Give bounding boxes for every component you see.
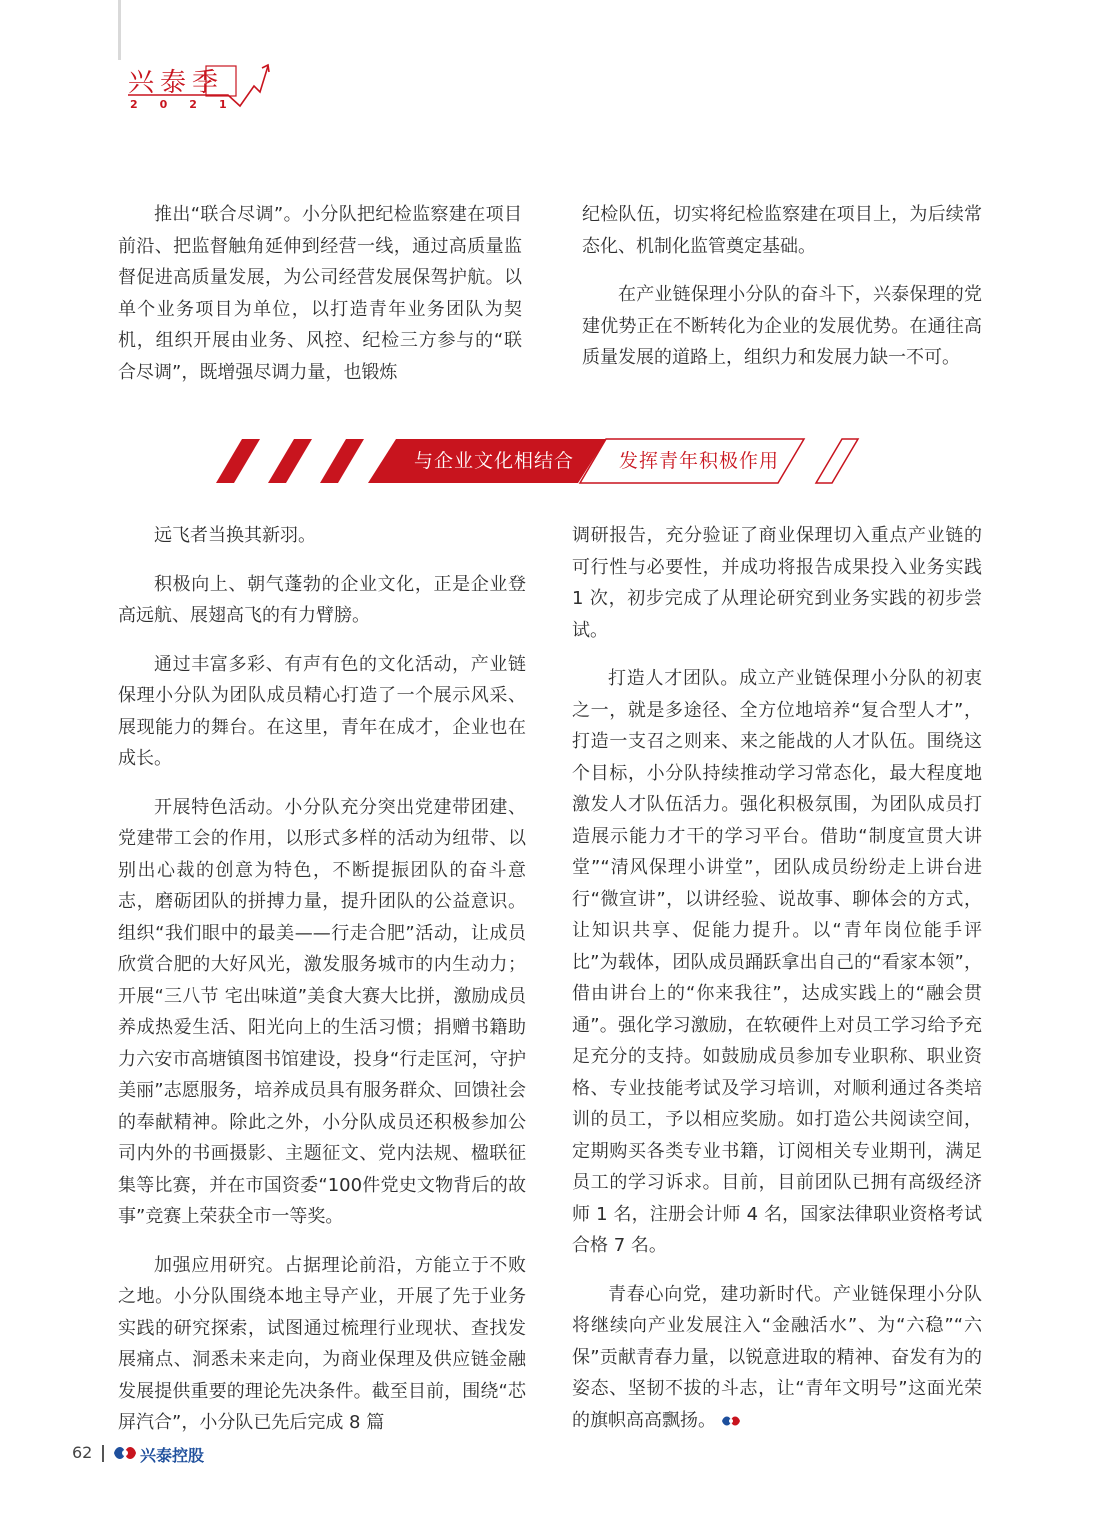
logo-rising-line-icon [128, 62, 278, 122]
paragraph: 推出“联合尽调”。小分队把纪检监察建在项目前沿、把监督触角延伸到经营一线，通过高质量监督促进高质量发展，为公司经营发展保驾护航。以单个业务项目为单位，以打造青年业务团队为契机，组织开展由业务、风控、纪检三方参与的“联合尽调”，既增强尽调力量，也锻炼 [118, 204, 522, 383]
paragraph-text: 青春心向党，建功新时代。产业链保理小分队将继续向产业发展注入“金融活水”、为“六稳”“六保”贡献青春力量，以锐意进取的精神、奋发有为的姿态、坚韧不拔的斗志，让“青年文明号”这面光荣的旗帜高高飘扬。 [572, 1283, 982, 1431]
end-of-article-icon [720, 1414, 742, 1428]
text-column-top-left [118, 199, 522, 388]
paragraph: 在产业链保理小分队的奋斗下，兴泰保理的党建优势正在不断转化为企业的发展优势。在通往高质量发展的道路上，组织力和发展力缺一不可。 [582, 284, 982, 368]
logo-title: 兴泰季 [128, 68, 225, 98]
paragraph: 调研报告，充分验证了商业保理切入重点产业链的可行性与必要性，并成功将报告成果投入业务实践 1 次，初步完成了从理论研究到业务实践的初步尝试。 [572, 525, 982, 641]
paragraph: 开展特色活动。小分队充分突出党建带团建、党建带工会的作用，以形式多样的活动为纽带、以别出心裁的创意为特色，不断提振团队的奋斗意志，磨砺团队的拼搏力量，提升团队的公益意识。组织“我们眼中的最美——行走合肥”活动，让成员欣赏合肥的大好风光，激发服务城市的内生动力；开展“三八节 宅出味道”美食大赛大比拼，激励成员养成热爱生活、阳光向上的生活习惯；捐赠书籍助力六安市高塘镇图书馆建设，投身“行走匡河，守护美丽”志愿服务，培养成员具有服务群众、回馈社会的奉献精神。除此之外，小分队成员还积极参加公司内外的书画摄影、主题征文、党内法规、楹联征集等比赛，并在市国资委“100件党史文物背后的故事”竞赛上荣获全市一等奖。 [118, 796, 526, 1227]
paragraph: 通过丰富多彩、有声有色的文化活动，产业链保理小分队为团队成员精心打造了一个展示风采、展现能力的舞台。在这里，青年在成才，企业也在成长。 [118, 653, 526, 769]
text-column-bottom-left [118, 520, 526, 1439]
paragraph: 积极向上、朝气蓬勃的企业文化，正是企业登高远航、展翅高飞的有力臂膀。 [118, 573, 526, 626]
banner-label-culture: 与企业文化相结合 [413, 450, 574, 472]
paragraph: 远飞者当换其新羽。 [154, 525, 316, 546]
footer-divider [102, 1445, 104, 1462]
company-logo-icon [112, 1442, 138, 1464]
paragraph-closing [572, 1279, 982, 1437]
logo-year: 2021 [130, 98, 249, 111]
paragraph: 纪检队伍，切实将纪检监察建在项目上，为后续常态化、机制化监管奠定基础。 [582, 204, 982, 257]
banner-label-youth: 发挥青年积极作用 [618, 450, 779, 472]
text-column-bottom-right [572, 520, 982, 1436]
paragraph: 加强应用研究。占据理论前沿，方能立于不败之地。小分队围绕本地主导产业，开展了先于业务实践的研究探索，试图通过梳理行业现状、查找发展痛点、洞悉未来走向，为商业保理及供应链金融发展提供重要的理论先决条件。截至目前，围绕“芯屏汽合”，小分队已先后完成 8 篇 [118, 1254, 526, 1433]
text-column-top-right [582, 199, 982, 374]
page-number: 62 [72, 1443, 93, 1462]
top-margin-rule [118, 0, 121, 60]
section-banner [214, 433, 864, 487]
paragraph: 打造人才团队。成立产业链保理小分队的初衷之一，就是多途径、全方位地培养“复合型人才”，打造一支召之则来、来之能战的人才队伍。围绕这个目标，小分队持续推动学习常态化，最大程度地激发人才队伍活力。强化积极氛围，为团队成员打造展示能力才干的学习平台。借助“制度宣贯大讲堂”“清风保理小讲堂”，团队成员纷纷走上讲台进行“微宣讲”，以讲经验、说故事、聊体会的方式，让知识共享、促能力提升。以“青年岗位能手评比”为载体，团队成员踊跃拿出自己的“看家本领”，借由讲台上的“你来我往”，达成实践上的“融会贯通”。强化学习激励，在软硬件上对员工学习给予充足充分的支持。如鼓励成员参加专业职称、职业资格、专业技能考试及学习培训，对顺利通过各类培训的员工，予以相应奖励。如打造公共阅读空间，定期购买各类专业书籍，订阅相关专业期刊，满足员工的学习诉求。目前，目前团队已拥有高级经济师 1 名，注册会计师 4 名，国家法律职业资格考试合格 7 名。 [572, 668, 982, 1256]
magazine-logo [128, 62, 278, 122]
company-name: 兴泰控股 [140, 1446, 205, 1465]
